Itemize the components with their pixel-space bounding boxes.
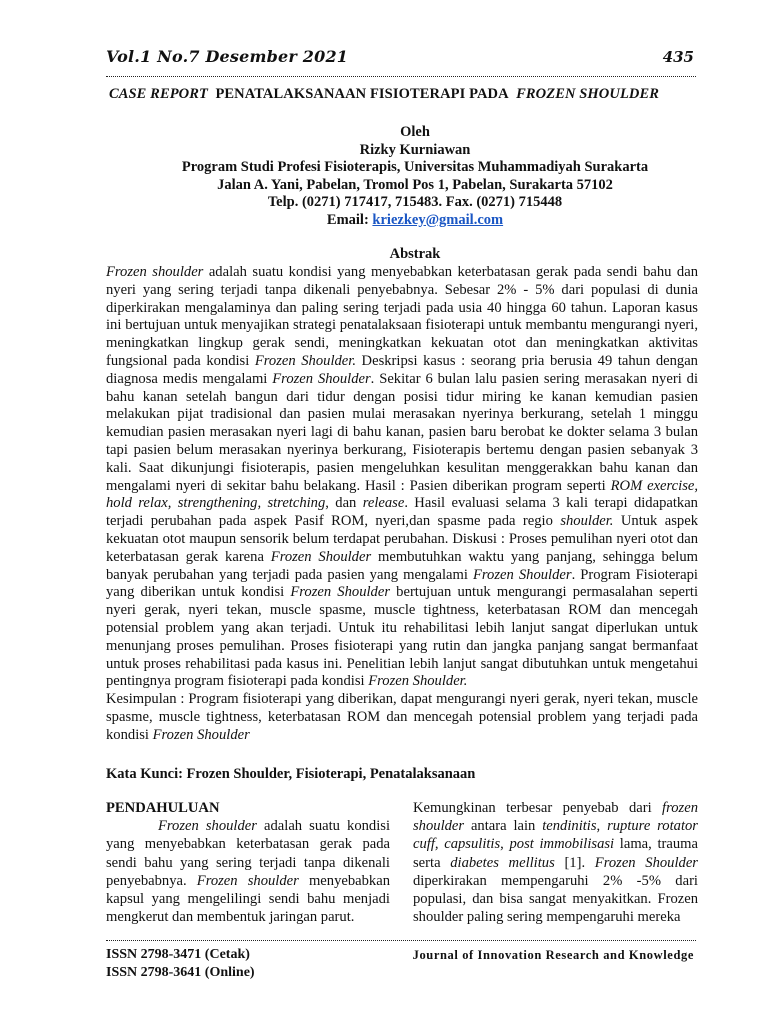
italic-run: Frozen Shoulder. [368, 673, 468, 690]
abstract-conclusion [106, 691, 698, 744]
address: Jalan A. Yani, Pabelan, Tromol Pos 1, Pabelan, Surakarta 57102 [217, 176, 613, 193]
italic-run: Frozen shoulder [196, 872, 299, 889]
abstract-heading: Abstrak [389, 246, 441, 262]
issn-online: ISSN 2798-3641 (Online) [106, 965, 255, 980]
author-name: Rizky Kurniawan [359, 141, 471, 158]
italic-run: frozen shoulder [413, 800, 698, 835]
text-run: Deskripsi kasus : seorang pria berusia 49 tahun dengan diagnosa medis mengalami [106, 352, 698, 387]
page-number: 435 [662, 48, 694, 66]
text-run: Untuk aspek kekuatan otot maupun sensorik belum terdapat perubahan. Diskusi : Proses pemulihan nyeri otot dan keterbatasan gerak karena [106, 513, 698, 565]
issn-block [106, 946, 255, 982]
email-link[interactable]: kriezkey@gmail.com [372, 211, 504, 228]
issn-print: ISSN 2798-3471 (Cetak) [106, 947, 250, 962]
text-run: [1]. [554, 854, 595, 871]
italic-run: Frozen Shoulder [473, 566, 572, 583]
italic-run: release [362, 495, 405, 512]
intro-paragraph-right [413, 799, 698, 926]
text-run: menyebabkan kapsul yang mengelilingi sendi bahu menjadi mengkerut dan membentuk jaringan parut. [106, 872, 390, 926]
italic-run: Frozen Shoulder [272, 370, 371, 387]
italic-run: Frozen Shoulder. [254, 352, 356, 369]
volume-label: Vol.1 No.7 Desember 2021 [106, 47, 349, 66]
abstract-body [106, 264, 698, 745]
by-label: Oleh [400, 124, 430, 140]
text-run: Kemungkinan terbesar penyebab dari [413, 800, 663, 816]
italic-run: rupture rotator cuff, capsulitis [413, 818, 698, 853]
text-run: adalah suatu kondisi yang menyebabkan keterbatasan gerak pada sendi bahu dan nyeri yang sering terjadi tanpa dikenali penyebabnya. Sebesar 2% - 5% dari populasi di dunia diperkirakan mengalaminya dan paling sering terjadi pada usia 40 hingga 60 tahun. Laporan kasus ini bertujuan untuk menyajikan strategi penatalaksaan fisioterapi untuk membantu mengurangi nyeri, meningkatkan lingkup gerak sendi, meningkatkan kekuatan otot dan meningkatkan aktivitas fungsional pada kondisi [106, 264, 698, 369]
text-run: bertujuan untuk mengurangi permasalahan seperti nyeri gerak, nyeri tekan, muscle spasme, muscle tightness, keterbatasan ROM dan mencegah potensial problem yang akan terjadi. Untuk itu rehabilitasi lebih lanjut sangat diperlukan untuk menunjang proses pemulihan. Proses fisioterapi yang rutin dan jangka panjang sangat bermanfaat untuk proses rehabilitasi pada kasus ini. Penelitian lebih lanjut sangat dibutuhkan untuk mengetahui pentingnya program fisioterapi pada kondisi [106, 584, 698, 690]
intro-paragraph-left [106, 817, 390, 926]
italic-run: Frozen shoulder [158, 818, 257, 835]
italic-run: tendinitis [542, 818, 597, 835]
italic-run: Frozen Shoulder [290, 584, 391, 601]
paper-title [0, 86, 768, 103]
affiliation: Program Studi Profesi Fisioterapis, Universitas Muhammadiyah Surakarta [181, 159, 649, 175]
title-main: PENATALAKSANAAN FISIOTERAPI PADA [215, 86, 509, 102]
keywords: Kata Kunci: Frozen Shoulder, Fisioterapi, Penatalaksanaan [106, 766, 476, 782]
text-run: . Sekitar 6 bulan lalu pasien sering merasakan nyeri di bahu kanan setelah bangun dari tidur dengan posisi tidur miring ke kanan kemudian pasien melakukan pijat tradisional dan pasien mulai merasakan nyerinya berkurang, setelah 1 minggu kemudian pasien merasakan nyeri lagi di bahu kanan, pasien baru berobat ke dokter selama 3 bulan tapi pasien belum merasakan nyerinya berkurang, Fisioterapis bertemu dengan pasien sebanyak 3 kali. Saat dikunjungi fisioterapis, pasien mengeluhkan kesulitan menggerakkan bahu kanan dan mengalami nyeri di sekitar bahu belakang. Hasil : Pasien diberikan program seperti [106, 370, 698, 494]
italic-run: ROM exercise, hold relax, strengthening, stretching [106, 477, 698, 512]
intro-left-column [106, 799, 390, 926]
title-suffix: FROZEN SHOULDER [516, 86, 660, 102]
text-run: Kesimpulan : Program fisioterapi yang diberikan, dapat mengurangi nyeri gerak, nyeri tekan, muscle spasme, muscle tightness, keterbatasan ROM dan mencegah potensial problem yang terjadi pada kondisi [106, 691, 698, 743]
footer-divider [106, 940, 696, 941]
abstract-paragraph [106, 264, 698, 691]
title-prefix: CASE REPORT [108, 86, 208, 102]
email-line [106, 212, 724, 230]
text-run: adalah suatu kondisi yang menyebabkan keterbatasan gerak pada sendi bahu yang sering terjadi tanpa dikenali penyebabnya. [106, 818, 391, 889]
italic-run: post immobilisasi [509, 836, 615, 853]
text-run: , [596, 818, 608, 835]
phone: Telp. (0271) 717417, 715483. Fax. (0271) 715448 [267, 194, 563, 210]
text-run: membutuhkan waktu yang panjang, sehingga belum banyak perubahan yang terjadi pada pasien yang mengalami [106, 548, 698, 583]
text-run: . Hasil evaluasi selama 3 kali terapi didapatkan terjadi perubahan pada aspek Pasif ROM, nyeri,dan spasme pada regio [106, 495, 698, 530]
italic-run: shoulder. [560, 513, 614, 530]
text-run: , dan [325, 495, 363, 512]
text-run: diperkirakan mempengaruhi 2% -5% dari populasi, dan bisa sangat menyakitkan. Frozen shoulder paling sering mempengaruhi mereka [413, 872, 698, 926]
email-label: Email: [326, 211, 369, 228]
italic-run: diabetes mellitus [450, 854, 555, 871]
author-block [106, 124, 724, 229]
italic-run: Frozen Shoulder [594, 854, 698, 871]
italic-run: Frozen Shoulder [270, 548, 372, 565]
text-run: antara lain [464, 818, 543, 835]
text-run: lama, trauma serta [413, 836, 698, 871]
journal-name: Journal of Innovation Research and Knowledge [412, 948, 694, 962]
text-run: , [500, 836, 510, 853]
intro-right-column [413, 799, 698, 926]
text-run: . Program Fisioterapi yang diberikan untuk kondisi [106, 566, 698, 601]
section-heading: PENDAHULUAN [106, 800, 220, 816]
header-divider [106, 76, 696, 77]
italic-run: Frozen shoulder [106, 264, 204, 280]
italic-run: Frozen Shoulder [152, 726, 250, 743]
